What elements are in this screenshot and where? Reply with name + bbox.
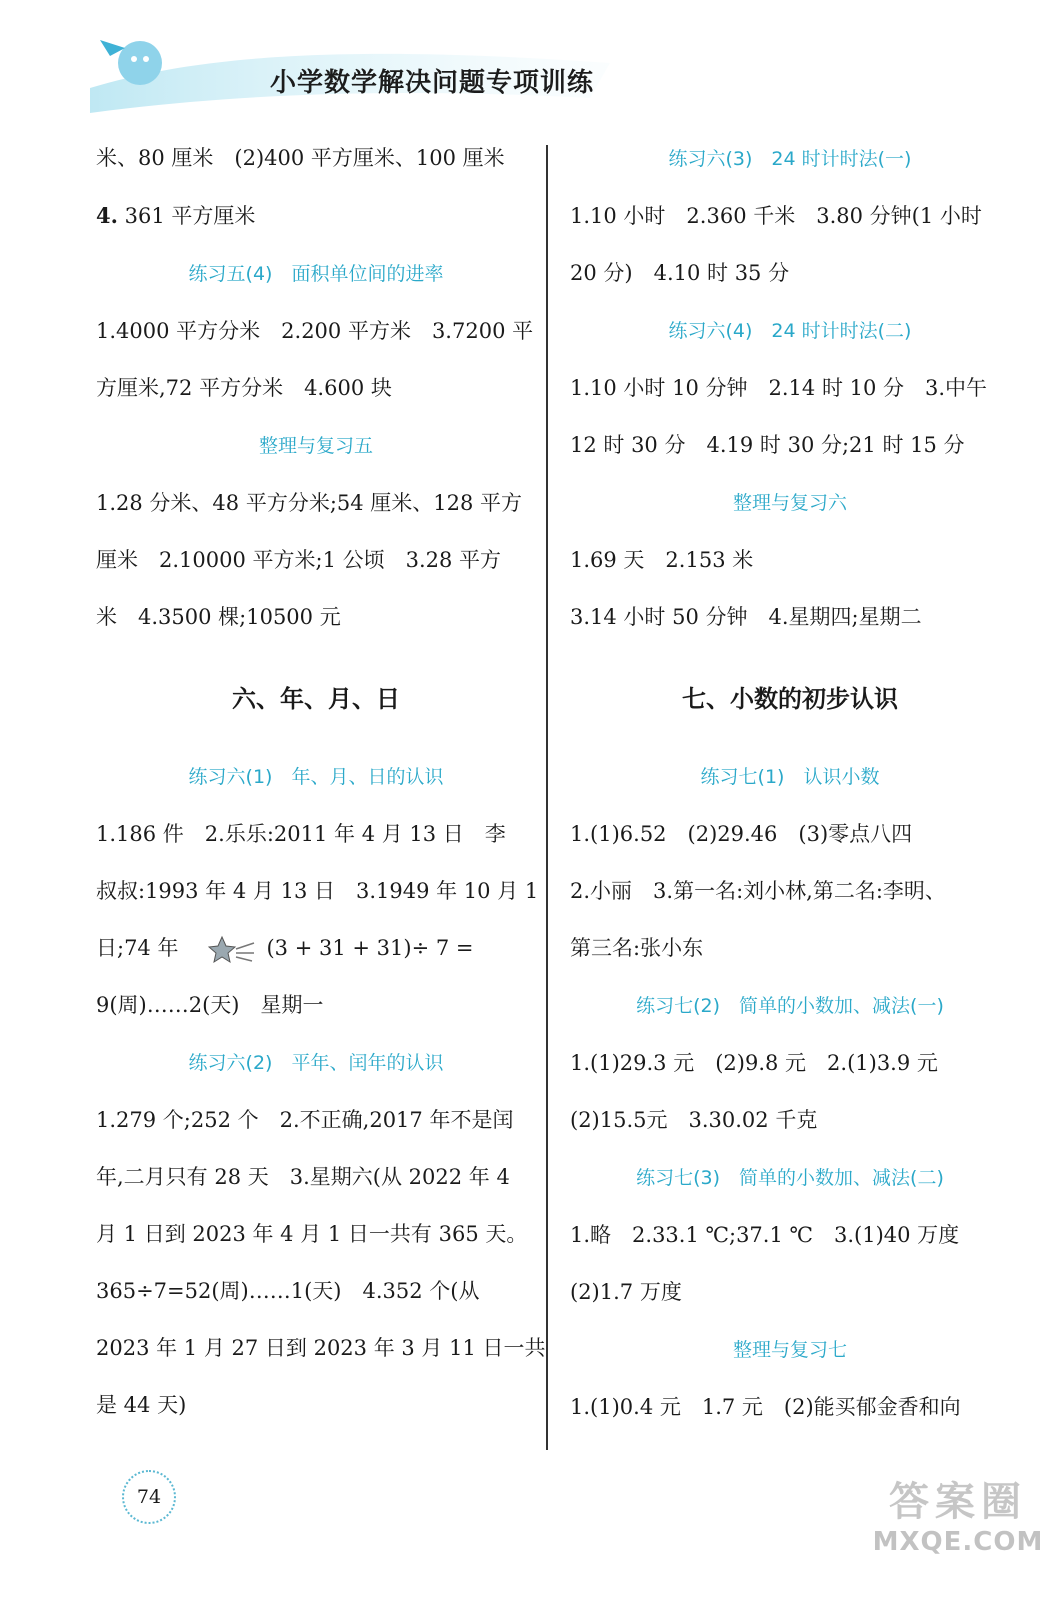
answer-line: 1.10 小时 2.360 千米 3.80 分钟(1 小时 bbox=[570, 204, 982, 228]
answer-line: 1.略 2.33.1 ℃;37.1 ℃ 3.(1)40 万度 bbox=[570, 1223, 960, 1247]
question-number: 4. bbox=[96, 203, 118, 228]
subsection-title: 整理与复习五 bbox=[258, 435, 373, 457]
answer-line bbox=[96, 920, 536, 977]
answer-line: 2.小丽 3.第一名:刘小林,第二名:李明、 bbox=[570, 879, 946, 903]
answer-text: 361 平方厘米 bbox=[117, 204, 256, 228]
answer-line: 20 分) 4.10 时 35 分 bbox=[570, 261, 790, 285]
right-column bbox=[570, 130, 1010, 1436]
answer-line bbox=[96, 187, 536, 245]
answer-line: 是 44 天) bbox=[96, 1393, 187, 1417]
subsection-title: 整理与复习七 bbox=[732, 1339, 847, 1361]
answer-line: 第三名:张小东 bbox=[570, 936, 704, 960]
answer-line: 1.28 分米、48 平方分米;54 厘米、128 平方 bbox=[96, 491, 523, 515]
answer-line: 1.(1)29.3 元 (2)9.8 元 2.(1)3.9 元 bbox=[570, 1051, 938, 1075]
answer-line: 9(周)……2(天) 星期一 bbox=[96, 993, 324, 1017]
subsection-title: 练习六(2) 平年、闰年的认识 bbox=[188, 1052, 444, 1074]
watermark bbox=[868, 1470, 1048, 1590]
subsection-title: 整理与复习六 bbox=[732, 492, 847, 514]
answer-line: 1.(1)6.52 (2)29.46 (3)零点八四 bbox=[570, 822, 913, 846]
subsection-title: 练习五(4) 面积单位间的进率 bbox=[188, 263, 444, 285]
watermark-url: MXQE.COM bbox=[872, 1527, 1044, 1557]
answer-line: 1.69 天 2.153 米 bbox=[570, 548, 754, 572]
section-title: 六、年、月、日 bbox=[232, 685, 400, 713]
answer-text: 日;74 年 bbox=[96, 936, 179, 960]
left-column bbox=[96, 130, 546, 1434]
answer-line: 1.4000 平方分米 2.200 平方米 3.7200 平 bbox=[96, 319, 534, 343]
subsection-title: 练习七(2) 简单的小数加、减法(一) bbox=[636, 995, 944, 1017]
answer-line: 1.(1)0.4 元 1.7 元 (2)能买郁金香和向 bbox=[570, 1395, 961, 1419]
answer-line: 12 时 30 分 4.19 时 30 分;21 时 15 分 bbox=[570, 433, 965, 457]
section-title: 七、小数的初步认识 bbox=[682, 685, 898, 713]
header-banner bbox=[70, 18, 630, 113]
answer-line: 2023 年 1 月 27 日到 2023 年 3 月 11 日一共 bbox=[96, 1336, 546, 1360]
watermark-logo-text: 答案圈 bbox=[889, 1479, 1027, 1525]
answer-line: 米、80 厘米 (2)400 平方厘米、100 厘米 bbox=[96, 146, 505, 170]
answer-line: (2)15.5元 3.30.02 千克 bbox=[570, 1108, 818, 1132]
subsection-title: 练习七(1) 认识小数 bbox=[700, 766, 880, 788]
answer-line: 1.10 小时 10 分钟 2.14 时 10 分 3.中午 bbox=[570, 376, 988, 400]
answer-line: 1.186 件 2.乐乐:2011 年 4 月 13 日 李 bbox=[96, 822, 506, 846]
mascot-icon bbox=[118, 41, 162, 85]
page-header-title: 小学数学解决问题专项训练 bbox=[270, 68, 595, 98]
subsection-title: 练习六(3) 24 时计时法(一) bbox=[668, 148, 912, 170]
answer-line: (2)1.7 万度 bbox=[570, 1280, 682, 1304]
star-icon bbox=[208, 935, 256, 965]
answer-line: 月 1 日到 2023 年 4 月 1 日一共有 365 天。 bbox=[96, 1222, 528, 1246]
answer-line: 年,二月只有 28 天 3.星期六(从 2022 年 4 bbox=[96, 1165, 510, 1189]
subsection-title: 练习六(4) 24 时计时法(二) bbox=[668, 320, 912, 342]
answer-line: 365÷7=52(周)……1(天) 4.352 个(从 bbox=[96, 1279, 480, 1303]
answer-line: 方厘米,72 平方分米 4.600 块 bbox=[96, 376, 392, 400]
answer-line: 米 4.3500 棵;10500 元 bbox=[96, 605, 341, 629]
answer-line: 3.14 小时 50 分钟 4.星期四;星期二 bbox=[570, 605, 922, 629]
answer-text: (3 + 31 + 31)÷ 7 = bbox=[266, 936, 474, 960]
column-divider bbox=[546, 145, 548, 1450]
subsection-title: 练习六(1) 年、月、日的认识 bbox=[188, 766, 444, 788]
answer-line: 叔叔:1993 年 4 月 13 日 3.1949 年 10 月 1 bbox=[96, 879, 539, 903]
answer-line: 1.279 个;252 个 2.不正确,2017 年不是闰 bbox=[96, 1108, 514, 1132]
answer-line: 厘米 2.10000 平方米;1 公顷 3.28 平方 bbox=[96, 548, 502, 572]
subsection-title: 练习七(3) 简单的小数加、减法(二) bbox=[636, 1167, 944, 1189]
page-number: 74 bbox=[122, 1470, 176, 1524]
